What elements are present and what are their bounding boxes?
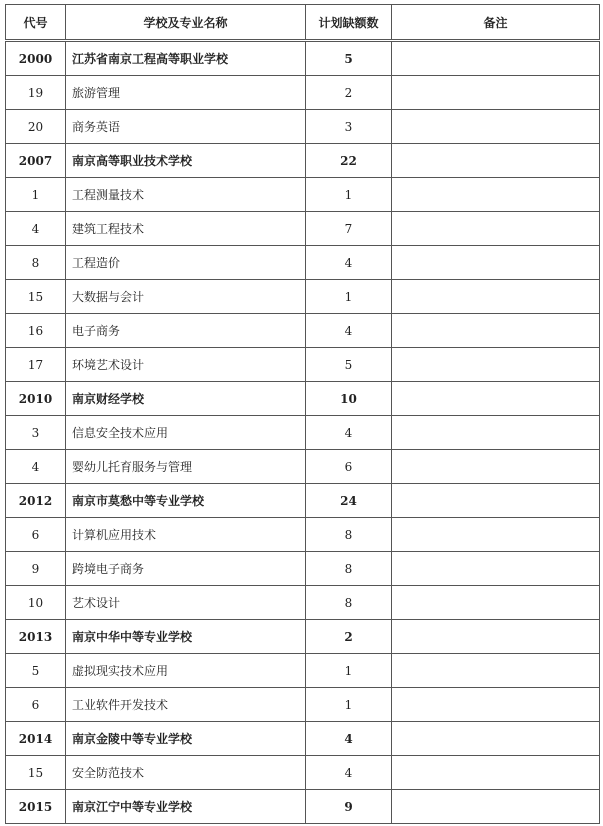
- major-row: [6, 246, 600, 280]
- cell-code: 20: [6, 110, 66, 144]
- cell-count: 8: [306, 518, 392, 552]
- cell-code: 15: [6, 756, 66, 790]
- cell-note: [392, 144, 600, 178]
- cell-count: 8: [306, 552, 392, 586]
- major-row: [6, 552, 600, 586]
- cell-name: 环境艺术设计: [66, 348, 306, 382]
- cell-code: 2013: [6, 620, 66, 654]
- cell-note: [392, 518, 600, 552]
- cell-code: 19: [6, 76, 66, 110]
- major-row: [6, 688, 600, 722]
- cell-count: 2: [306, 76, 392, 110]
- cell-note: [392, 280, 600, 314]
- cell-count: 7: [306, 212, 392, 246]
- cell-code: 16: [6, 314, 66, 348]
- cell-note: [392, 76, 600, 110]
- school-row: [6, 144, 600, 178]
- quota-table: [5, 4, 600, 824]
- cell-code: 2007: [6, 144, 66, 178]
- cell-name: 工业软件开发技术: [66, 688, 306, 722]
- cell-count: 4: [306, 416, 392, 450]
- cell-note: [392, 654, 600, 688]
- cell-name: 南京市莫愁中等专业学校: [66, 484, 306, 518]
- cell-name: 信息安全技术应用: [66, 416, 306, 450]
- major-row: [6, 314, 600, 348]
- cell-count: 1: [306, 688, 392, 722]
- cell-count: 1: [306, 654, 392, 688]
- major-row: [6, 756, 600, 790]
- cell-count: 1: [306, 178, 392, 212]
- cell-code: 17: [6, 348, 66, 382]
- major-row: [6, 280, 600, 314]
- cell-note: [392, 756, 600, 790]
- cell-name: 江苏省南京工程高等职业学校: [66, 41, 306, 76]
- cell-count: 24: [306, 484, 392, 518]
- cell-count: 22: [306, 144, 392, 178]
- cell-code: 6: [6, 518, 66, 552]
- cell-note: [392, 246, 600, 280]
- cell-code: 3: [6, 416, 66, 450]
- cell-name: 计算机应用技术: [66, 518, 306, 552]
- header-note: 备注: [392, 5, 600, 41]
- cell-code: 5: [6, 654, 66, 688]
- major-row: [6, 654, 600, 688]
- cell-count: 5: [306, 41, 392, 76]
- cell-note: [392, 382, 600, 416]
- cell-note: [392, 416, 600, 450]
- cell-note: [392, 688, 600, 722]
- cell-note: [392, 484, 600, 518]
- cell-count: 8: [306, 586, 392, 620]
- cell-count: 2: [306, 620, 392, 654]
- cell-code: 4: [6, 212, 66, 246]
- school-row: [6, 722, 600, 756]
- school-row: [6, 382, 600, 416]
- cell-count: 6: [306, 450, 392, 484]
- cell-note: [392, 178, 600, 212]
- cell-code: 2015: [6, 790, 66, 824]
- header-name: 学校及专业名称: [66, 5, 306, 41]
- cell-code: 4: [6, 450, 66, 484]
- cell-name: 大数据与会计: [66, 280, 306, 314]
- major-row: [6, 416, 600, 450]
- major-row: [6, 178, 600, 212]
- cell-name: 安全防范技术: [66, 756, 306, 790]
- cell-count: 10: [306, 382, 392, 416]
- table-body: [6, 41, 600, 824]
- cell-code: 2012: [6, 484, 66, 518]
- cell-note: [392, 722, 600, 756]
- cell-count: 5: [306, 348, 392, 382]
- cell-count: 4: [306, 756, 392, 790]
- cell-code: 2010: [6, 382, 66, 416]
- table-header-row: [6, 5, 600, 41]
- quota-table-container: [5, 4, 600, 824]
- cell-note: [392, 586, 600, 620]
- header-code: 代号: [6, 5, 66, 41]
- cell-note: [392, 110, 600, 144]
- cell-note: [392, 348, 600, 382]
- cell-note: [392, 620, 600, 654]
- cell-name: 婴幼儿托育服务与管理: [66, 450, 306, 484]
- major-row: [6, 110, 600, 144]
- cell-code: 10: [6, 586, 66, 620]
- cell-name: 旅游管理: [66, 76, 306, 110]
- cell-name: 南京江宁中等专业学校: [66, 790, 306, 824]
- cell-count: 4: [306, 246, 392, 280]
- major-row: [6, 212, 600, 246]
- major-row: [6, 450, 600, 484]
- cell-name: 艺术设计: [66, 586, 306, 620]
- cell-note: [392, 450, 600, 484]
- cell-count: 4: [306, 314, 392, 348]
- cell-count: 9: [306, 790, 392, 824]
- cell-name: 电子商务: [66, 314, 306, 348]
- school-row: [6, 41, 600, 76]
- cell-code: 9: [6, 552, 66, 586]
- cell-code: 2014: [6, 722, 66, 756]
- major-row: [6, 586, 600, 620]
- header-count: 计划缺额数: [306, 5, 392, 41]
- cell-count: 3: [306, 110, 392, 144]
- major-row: [6, 348, 600, 382]
- cell-name: 建筑工程技术: [66, 212, 306, 246]
- cell-note: [392, 212, 600, 246]
- cell-note: [392, 314, 600, 348]
- cell-count: 1: [306, 280, 392, 314]
- major-row: [6, 518, 600, 552]
- school-row: [6, 620, 600, 654]
- major-row: [6, 76, 600, 110]
- cell-count: 4: [306, 722, 392, 756]
- cell-note: [392, 790, 600, 824]
- cell-code: 6: [6, 688, 66, 722]
- cell-code: 15: [6, 280, 66, 314]
- cell-name: 商务英语: [66, 110, 306, 144]
- cell-note: [392, 552, 600, 586]
- school-row: [6, 790, 600, 824]
- cell-code: 8: [6, 246, 66, 280]
- cell-note: [392, 41, 600, 76]
- cell-name: 南京金陵中等专业学校: [66, 722, 306, 756]
- cell-name: 工程测量技术: [66, 178, 306, 212]
- cell-name: 跨境电子商务: [66, 552, 306, 586]
- cell-name: 工程造价: [66, 246, 306, 280]
- cell-code: 1: [6, 178, 66, 212]
- cell-name: 南京财经学校: [66, 382, 306, 416]
- cell-name: 虚拟现实技术应用: [66, 654, 306, 688]
- cell-code: 2000: [6, 41, 66, 76]
- cell-name: 南京中华中等专业学校: [66, 620, 306, 654]
- school-row: [6, 484, 600, 518]
- cell-name: 南京高等职业技术学校: [66, 144, 306, 178]
